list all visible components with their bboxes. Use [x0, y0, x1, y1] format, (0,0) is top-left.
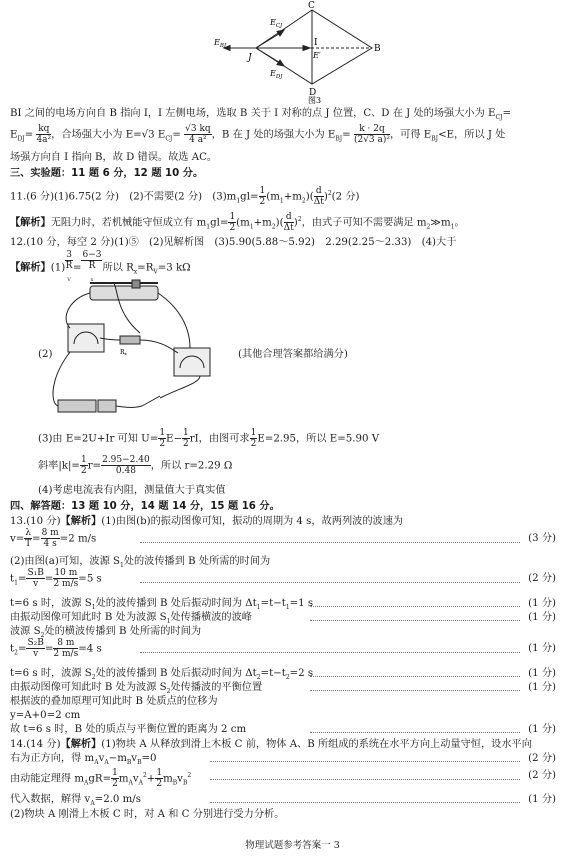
fraction: $\frac{k \cdot 2q}{\text{(2√3 a)²}}$	[353, 124, 390, 145]
q12-explanation: 【解析】(1) 3 R $_V$ = 6−3 R $_x$ 所以 $R_x=R_V=3$ kΩ	[10, 250, 191, 283]
switch	[142, 396, 160, 406]
q12-part3: (3)由 E=2U+Ir 可知 U= $\frac{1}{2}$ E− $\frac{1}{2}$ rI，由图可求 $\frac{1}{2}$ E=2.95，所以 E=5.90 V	[38, 428, 380, 449]
section-heading: 四、解答题：13 题 10 分，14 题 14 分，15 题 16 分。	[10, 501, 280, 512]
text-line: 场强方向自 I 指向 B，故 D 错误。故选 AC。	[10, 152, 218, 163]
q13-line: 由振动图像可知此时 B 处为波源 $S_2$处传播波的平衡位置 (1 分)	[10, 682, 556, 696]
label-Ebj: $E_{BJ}$	[214, 38, 227, 49]
voltmeter	[68, 324, 104, 352]
q12-note: (其他合理答案都给满分)	[238, 349, 348, 360]
label-Edj: $E_{DJ}$	[270, 69, 283, 80]
q14-line: 代入数据，解得 $v_A=2.0$ m/s (1 分)	[10, 794, 556, 808]
label-C: C	[308, 1, 315, 11]
ammeter	[174, 348, 210, 376]
label-B: B	[374, 44, 381, 54]
q14-line: 由动能定理得 $m_AgR=$ $\frac{1}{2}$ $m_Av_A^2+$ $\frac{1}{2}$ $m_Bv_B^2$ (2 分)	[10, 767, 556, 789]
q13-velocity: v= $\frac{\lambda}{T}$ = $\frac{8 m}{4 s}$ =2 m/s (3 分)	[10, 528, 556, 549]
q13-t2: $t_2=$ $\frac{\text{S₂B}}{v}$ = $\frac{8 m}{2 m/s}$ =4 s (1 分)	[10, 638, 556, 659]
q13-line: t=6 s 时，波源 $S_1$处的波传播到 B 处后振动时间为 $\Delta t_1=t-t_1=1$ s (1 分)	[10, 598, 556, 612]
section-heading: 三、实验题：11 题 6 分，12 题 10 分。	[10, 168, 204, 179]
q11-explanation: 【解析】无阻力时，若机械能守恒成立有 $m_1gl=$ $\frac{1}{2}$ $(m_1+m_2)$( $\frac{d}{\Delta t}$ )$^2$，由式子可知不需要满足 $m_2≫m_1$。	[10, 211, 465, 233]
q14-intro: 14.(14 分)【解析】(1)物块 A 从释放到滑上木板 C 前，物体 A、B 所组成的系统在水平方向上动量守恒，设水平向	[10, 739, 532, 750]
q12-part4: (4)考虑电流表有内阻，测量值大于真实值	[38, 485, 226, 496]
q14-line: 右为正方向，得 $m_Av_A-m_Bv_B=0$ (2 分)	[10, 753, 556, 767]
text-line: BI 之间的电场方向自 B 指向 I，I 左侧电场，选取 B 关于 I 对称的点 J 位置，C、D 在 J 处的场强大小为 $E_{CJ}=$	[10, 108, 511, 122]
battery	[58, 400, 96, 412]
q13-line: 根据波的叠加原理可知此时 B 处质点的位移为	[10, 696, 218, 707]
label-Eprime: E′	[313, 51, 321, 60]
figure-3	[210, 0, 390, 104]
q13-line: 故 t=6 s 时，B 处的质点与平衡位置的距离为 2 cm (1 分)	[10, 724, 556, 735]
q13-intro: 13.(10 分)【解析】(1)由图(b)的振动图像可知，振动的周期为 4 s，故两列波的波速为	[10, 516, 404, 527]
q13-line: t=6 s 时，波源 $S_2$处的波传播到 B 处后振动时间为 $\Delta t_2=t-t_2=2$ s (1 分)	[10, 668, 556, 682]
label-D: D	[309, 88, 317, 98]
rhombus-diagram	[224, 10, 372, 84]
q13-t1: $t_1=$ $\frac{\text{S₁B}}{v}$ = $\frac{10 m}{2 m/s}$ =5 s (2 分)	[10, 568, 556, 589]
q13-line: y=A+0=2 cm	[10, 710, 81, 721]
q13-line: 由振动图像可知此时 B 处为波源 $S_1$处传播横波的波峰 (1 分)	[10, 612, 556, 626]
page-footer: 物理试题参考答案一 3	[245, 840, 340, 851]
figure-caption: 图3	[308, 96, 322, 104]
q13-line: 波源 $S_2$处的横波传播到 B 处所需的时间为	[10, 626, 202, 640]
q12-part2-label: (2)	[38, 349, 53, 360]
label-Ecj: $E_{CJ}$	[270, 18, 283, 29]
label-J: J	[248, 53, 252, 63]
q14-line: (2)物块 A 刚滑上木板 C 时，对 A 和 C 分别进行受力分析。	[10, 809, 285, 820]
rx-label: Rx	[120, 349, 127, 356]
text-line: $E_{DJ}=$ $\frac{kq}{\text{4a²}}$ ，合场强大小为 E=√3 $E_{CJ}=$ $\frac{√3 kq}{\text{4 a²}}$ ，B 在 J 处的场强大小为 $E_{BJ}=$ $\frac{k \cdot 2q}{\text{(2√3 a)²}}$ ，可得 $E_{BJ}<E$，所以 J 处	[10, 124, 506, 145]
resistor-rx	[120, 336, 140, 344]
fraction: $\frac{kq}{\text{4a²}}$	[36, 124, 52, 145]
rheostat	[90, 286, 158, 300]
q13-part2: (2)由图(a)可知，波源 $S_1$处的波传播到 B 处所需的时间为	[10, 556, 271, 570]
q11-answer: 11.(6 分)(1)6.75(2 分) (2)不需要(2 分) $(3)m_1gl=$ $\frac{1}{2}$ $(m_1+m_2)$( $\frac{d}{\Delta t}$ )$^2$(2 分)	[10, 185, 360, 207]
q12-slope: 斜率|k|= $\frac{1}{2}$ r= $\frac{2.95-2.40}{0.48}$ ，所以 r=2.29 Ω	[38, 455, 233, 476]
circuit-diagram	[50, 278, 230, 418]
label-I: I	[314, 38, 318, 48]
fraction: $\frac{√3 kq}{\text{4 a²}}$	[185, 124, 211, 145]
q12-answer: 12.(10 分，每空 2 分)(1)⑤ (2)见解析图 (3)5.90(5.88～5.92) 2.29(2.25～2.33) (4)大于	[10, 237, 457, 248]
